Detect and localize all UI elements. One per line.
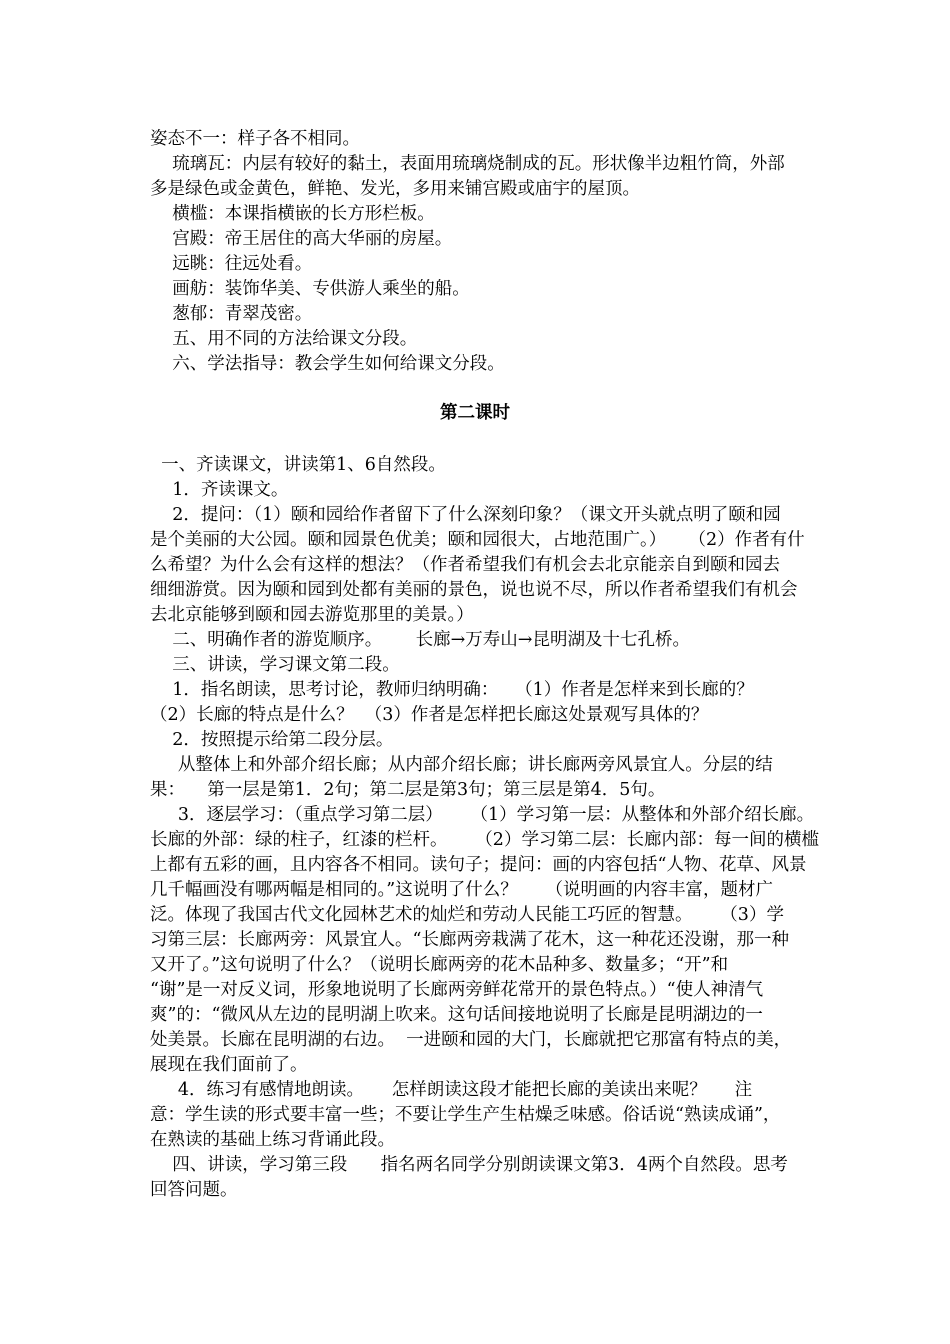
- text-line: 在熟读的基础上练习背诵此段。: [150, 1130, 395, 1150]
- text-line: 细细游赏。因为颐和园到处都有美丽的景色，说也说不尽，所以作者希望我们有机会: [150, 580, 798, 600]
- text-line: 五、用不同的方法给课文分段。: [150, 329, 418, 349]
- text-line: 多是绿色或金黄色，鲜艳、发光，多用来铺宫殿或庙宇的屋顶。: [150, 179, 640, 199]
- text-line: 果： 第一层是第1．2句；第二层是第3句；第三层是第4．5句。: [150, 780, 666, 800]
- text-line: 1．指名朗读，思考讨论，教师归纳明确： （1）作者是怎样来到长廊的？: [150, 680, 754, 700]
- text-line: 又开了。”这句说明了什么？（说明长廊两旁的花木品种多、数量多；“开”和: [150, 955, 729, 975]
- text-line: 上都有五彩的画，且内容各不相同。读句子；提问：画的内容包括“人物、花草、风景: [150, 855, 807, 875]
- text-line: 4．练习有感情地朗读。 怎样朗读这段才能把长廊的美读出来呢？ 注: [150, 1080, 753, 1100]
- text-line: 远眺：往远处看。: [150, 254, 313, 274]
- text-line: 2．提问：（1）颐和园给作者留下了什么深刻印象？（课文开头就点明了颐和园: [150, 505, 781, 525]
- section-heading: 第二课时: [440, 403, 510, 423]
- text-line: 意：学生读的形式要丰富一些；不要让学生产生枯燥乏味感。俗话说“熟读成诵”，: [150, 1105, 781, 1125]
- text-line: 六、学法指导：教会学生如何给课文分段。: [150, 354, 505, 374]
- text-line: 3．逐层学习：（重点学习第二层） （1）学习第一层：从整体和外部介绍长廊。: [150, 805, 815, 825]
- text-line: 姿态不一：样子各不相同。: [150, 129, 360, 149]
- text-line: 1．齐读课文。: [150, 480, 289, 500]
- text-line: 是个美丽的大公园。颐和园景色优美；颐和园很大，占地范围广。） （2）作者有什: [150, 530, 805, 550]
- text-line: 从整体上和外部介绍长廊；从内部介绍长廊；讲长廊两旁风景宜人。分层的结: [150, 755, 773, 775]
- text-line: 几千幅画没有哪两幅是相同的。”这说明了什么？ （说明画的内容丰富，题材广: [150, 880, 774, 900]
- text-line: 三、讲读，学习课文第二段。: [150, 655, 400, 675]
- text-line: 2．按照提示给第二段分层。: [150, 730, 394, 750]
- text-line: 长廊的外部：绿的柱子，红漆的栏杆。 （2）学习第二层：长廊内部：每一间的横槛: [150, 830, 819, 850]
- text-line: 去北京能够到颐和园去游览那里的美景。）: [150, 605, 474, 625]
- text-line: （2）长廊的特点是什么？ （3）作者是怎样把长廊这处景观写具体的？: [150, 705, 709, 725]
- text-line: 么希望？为什么会有这样的想法？（作者希望我们有机会去北京能亲自到颐和园去: [150, 555, 780, 575]
- text-line: 习第三层：长廊两旁：风景宜人。“长廊两旁栽满了花木，这一种花还没谢，那一种: [150, 930, 789, 950]
- text-line: 琉璃瓦：内层有较好的黏土，表面用琉璃烧制成的瓦。形状像半边粗竹筒，外部: [150, 154, 785, 174]
- text-line: 回答问题。: [150, 1180, 238, 1200]
- text-line: 横槛：本课指横嵌的长方形栏板。: [150, 204, 435, 224]
- text-line: 二、明确作者的游览顺序。 长廊→万寿山→昆明湖及十七孔桥。: [150, 630, 690, 650]
- text-line: 四、讲读，学习第三段 指名两名同学分别朗读课文第3．4两个自然段。思考: [150, 1155, 788, 1175]
- text-line: 处美景。长廊在昆明湖的右边。 一进颐和园的大门，长廊就把它那富有特点的美，: [150, 1030, 792, 1050]
- text-line: 泛。体现了我国古代文化园林艺术的灿烂和劳动人民能工巧匠的智慧。 （3）学: [150, 905, 784, 925]
- text-line: 展现在我们面前了。: [150, 1055, 308, 1075]
- text-line: 葱郁：青翠茂密。: [150, 304, 313, 324]
- text-line: 一、齐读课文，讲读第1、6自然段。: [150, 455, 446, 475]
- text-line: 爽”的：“微风从左边的昆明湖上吹来。这句话间接地说明了长廊是昆明湖边的一: [150, 1005, 763, 1025]
- text-line: 画舫：装饰华美、专供游人乘坐的船。: [150, 279, 470, 299]
- text-line: “谢”是一对反义词，形象地说明了长廊两旁鲜花常开的景色特点。）“使人神清气: [150, 980, 764, 1000]
- text-line: 宫殿：帝王居住的高大华丽的房屋。: [150, 229, 453, 249]
